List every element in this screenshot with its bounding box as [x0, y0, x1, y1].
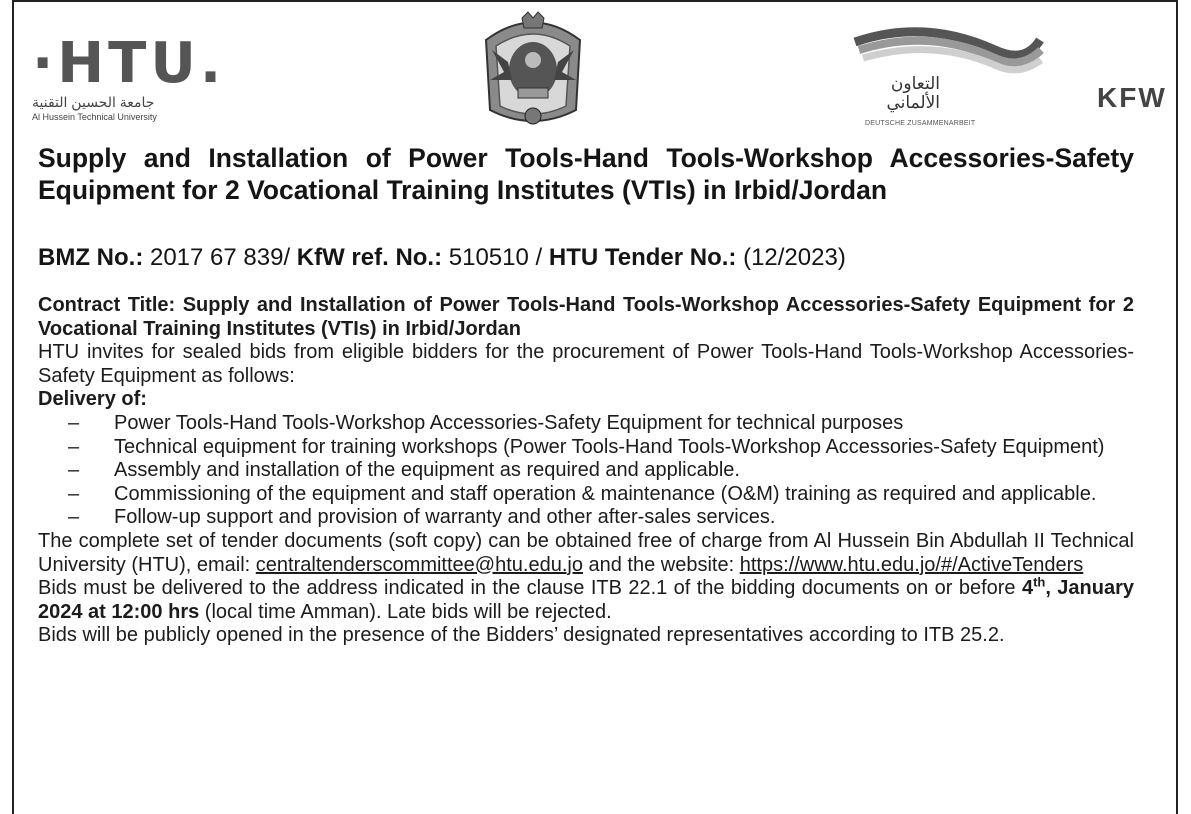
kfw-ref-value: 510510 / — [442, 244, 549, 271]
bmz-value: 2017 67 839/ — [143, 244, 297, 271]
dash-bullet: – — [68, 482, 80, 505]
cooperation-arabic: التعاون الألماني — [886, 74, 940, 112]
cooperation-swoosh-icon — [845, 20, 1045, 80]
deadline-paragraph: Bids must be delivered to the address indicated in the clause ITB 22.1 of the bidding documents on or before 4th, January 2024 at 12:00 hrs (local time Amman). Late bids will be rejected. — [38, 574, 1134, 623]
reference-line — [38, 243, 846, 273]
dash-bullet: – — [68, 506, 80, 529]
kfw-ref-label: KfW ref. No.: — [296, 244, 443, 271]
dash-bullet: – — [68, 411, 80, 434]
delivery-heading: Delivery of: — [38, 388, 147, 411]
german-cooperation-logo — [845, 20, 1045, 135]
htu-tender-label: HTU Tender No.: — [548, 244, 737, 271]
list-item: – Technical equipment for training workshops (Power Tools-Hand Tools-Workshop Accessories-Safety Equipment) — [68, 435, 1105, 458]
htu-tender-value: (12/2023) — [736, 244, 846, 271]
list-item: – Follow-up support and provision of warranty and other after-sales services. — [68, 506, 776, 529]
htu-logo-english: Al Hussein Technical University — [32, 112, 157, 122]
tender-body — [38, 294, 1134, 648]
jordan-coat-of-arms-icon — [478, 10, 588, 134]
bmz-label: BMZ No.: — [38, 244, 144, 271]
kfw-logo: KFW — [1097, 82, 1167, 113]
intro-paragraph: HTU invites for sealed bids from eligible bidders for the procurement of Power Tools-Hand Tools-Workshop Accessories-Safety Equipment as follows: — [38, 341, 1134, 387]
tender-title: Supply and Installation of Power Tools-Hand Tools-Workshop Accessories-Safety Equipment for 2 Vocational Training Institutes (VTIs) in Irbid/Jordan — [38, 143, 1134, 205]
delivery-list — [38, 412, 1134, 530]
htu-logo-arabic: جامعة الحسين التقنية — [32, 94, 155, 110]
list-item: – Commissioning of the equipment and staff operation & maintenance (O&M) training as required and applicable. — [68, 482, 1097, 505]
deadline-date: 4th, January 2024 at 12:00 hrs — [38, 574, 1134, 623]
email-link[interactable]: centraltenderscommittee@htu.edu.jo — [255, 553, 583, 576]
list-item: – Power Tools-Hand Tools-Workshop Accessories-Safety Equipment for technical purposes — [68, 411, 904, 434]
htu-logo — [32, 31, 226, 136]
htu-logo-mark: ·HTU. — [32, 31, 226, 96]
documents-paragraph: The complete set of tender documents (soft copy) can be obtained free of charge from Al Hussein Bin Abdullah II Technical University (HTU), email: centraltenderscommittee@htu.edu.jo and the website: https://www.htu.edu.jo/#/ActiveTenders — [38, 529, 1134, 576]
list-item: – Assembly and installation of the equipment as required and applicable. — [68, 459, 740, 482]
cooperation-english: DEUTSCHE ZUSAMMENARBEIT — [865, 120, 976, 127]
logo-band — [0, 0, 1191, 140]
contract-title: Contract Title: Supply and Installation of Power Tools-Hand Tools-Workshop Accessories-Safety Equipment for 2 Vocational Training Institutes (VTIs) in Irbid/Jordan — [38, 294, 1134, 340]
opening-paragraph: Bids will be publicly opened in the presence of the Bidders’ designated representatives according to ITB 25.2. — [38, 624, 1005, 647]
dash-bullet: – — [68, 459, 80, 482]
dash-bullet: – — [68, 435, 80, 458]
website-link[interactable]: https://www.htu.edu.jo/#/ActiveTenders — [739, 553, 1084, 576]
